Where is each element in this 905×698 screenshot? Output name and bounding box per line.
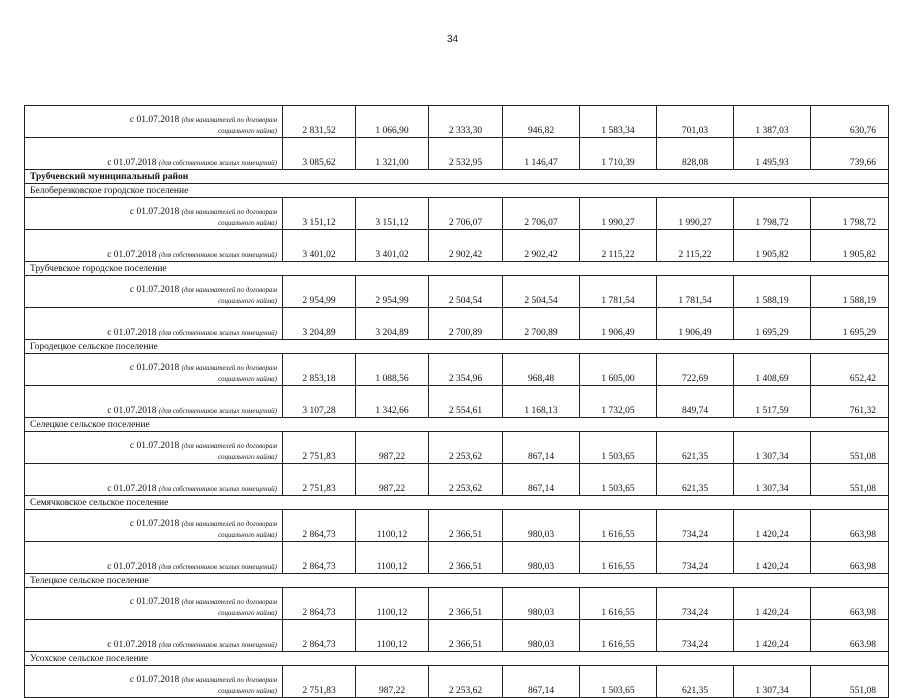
effective-date: с 01.07.2018 <box>107 250 157 260</box>
tariff-value: 2 366,51 <box>429 542 503 574</box>
tariff-value: 987,22 <box>356 666 429 698</box>
tariff-value: 663,98 <box>811 588 889 620</box>
tariff-value: 1 588,19 <box>734 276 811 308</box>
tariff-value: 1 495,93 <box>734 138 811 170</box>
tariff-value: 652,42 <box>811 354 889 386</box>
tariff-value: 1 990,27 <box>657 198 734 230</box>
tariff-value: 1 503,65 <box>580 666 657 698</box>
tariff-value: 2 504,54 <box>503 276 580 308</box>
tariff-value: 663,98 <box>811 542 889 574</box>
tariff-value: 1 321,00 <box>356 138 429 170</box>
effective-date: с 01.07.2018 <box>107 328 157 338</box>
row-label <box>25 354 283 386</box>
effective-date: с 01.07.2018 <box>129 675 180 685</box>
row-note-line1: (для нанимателей по договорам <box>181 676 277 684</box>
row-note: (для собственников жилых помещений) <box>158 159 277 167</box>
tariff-value: 3 204,89 <box>356 308 429 340</box>
tariff-value: 3 107,28 <box>283 386 356 418</box>
effective-date: с 01.07.2018 <box>107 484 157 494</box>
tariff-value: 1 605,00 <box>580 354 657 386</box>
tariff-value: 980,03 <box>503 510 580 542</box>
tariff-value: 946,82 <box>503 106 580 138</box>
tariff-value: 663,98 <box>811 510 889 542</box>
tariff-value: 980,03 <box>503 588 580 620</box>
tenant-tariff-row <box>25 510 889 542</box>
tariff-value: 867,14 <box>503 666 580 698</box>
row-note-line1: (для нанимателей по договорам <box>181 520 277 528</box>
tariff-value: 2 853,18 <box>283 354 356 386</box>
tariff-value: 1 088,56 <box>356 354 429 386</box>
tariff-value: 1 588,19 <box>811 276 889 308</box>
row-note-line2: социального найма) <box>218 127 277 135</box>
tariff-value: 621,35 <box>657 666 734 698</box>
tariff-value: 2 864,73 <box>283 588 356 620</box>
tariff-value: 1 517,59 <box>734 386 811 418</box>
tariff-value: 1 905,82 <box>811 230 889 262</box>
tariff-value: 1 616,55 <box>580 510 657 542</box>
tenant-tariff-row <box>25 198 889 230</box>
row-label <box>25 432 283 464</box>
effective-date: с 01.07.2018 <box>107 158 157 168</box>
tariff-value: 551,08 <box>811 666 889 698</box>
tariff-value: 3 151,12 <box>356 198 429 230</box>
tariff-value: 2 864,73 <box>283 510 356 542</box>
tariff-value: 1100,12 <box>356 588 429 620</box>
tariff-value: 551,08 <box>811 432 889 464</box>
tariff-value: 1 616,55 <box>580 588 657 620</box>
tariff-value: 663.98 <box>811 620 889 652</box>
row-note: (для собственников жилых помещений) <box>158 641 277 649</box>
effective-date: с 01.07.2018 <box>129 363 180 373</box>
row-note-line1: (для нанимателей по договорам <box>181 442 277 450</box>
tariff-value: 2 954,99 <box>283 276 356 308</box>
tariff-value: 734,24 <box>657 510 734 542</box>
row-note-line1: (для нанимателей по договорам <box>181 116 277 124</box>
tariff-value: 1 420,24 <box>734 620 811 652</box>
tariff-value: 2 751,83 <box>283 464 356 496</box>
row-label <box>25 620 283 652</box>
owner-tariff-row <box>25 308 889 340</box>
section-row <box>25 262 889 276</box>
row-label <box>25 138 283 170</box>
tariff-table-body <box>25 106 889 698</box>
tariff-value: 1 906,49 <box>580 308 657 340</box>
tariff-value: 987,22 <box>356 464 429 496</box>
tariff-value: 2 864,73 <box>283 620 356 652</box>
section-row <box>25 496 889 510</box>
tariff-value: 849,74 <box>657 386 734 418</box>
tariff-value: 2 554,61 <box>429 386 503 418</box>
tariff-value: 722,69 <box>657 354 734 386</box>
tariff-value: 980,03 <box>503 620 580 652</box>
owner-tariff-row <box>25 620 889 652</box>
section-row <box>25 574 889 588</box>
row-note: (для собственников жилых помещений) <box>158 563 277 571</box>
tariff-value: 761,32 <box>811 386 889 418</box>
tariff-value: 2 954,99 <box>356 276 429 308</box>
effective-date: с 01.07.2018 <box>129 519 180 529</box>
row-note: (для собственников жилых помещений) <box>158 407 277 415</box>
section-row <box>25 170 889 184</box>
tariff-value: 734,24 <box>657 542 734 574</box>
effective-date: с 01.07.2018 <box>129 597 180 607</box>
row-note: (для собственников жилых помещений) <box>158 329 277 337</box>
tariff-value: 2 115,22 <box>657 230 734 262</box>
row-note: (для собственников жилых помещений) <box>158 485 277 493</box>
row-label <box>25 464 283 496</box>
tariff-value: 2 366,51 <box>429 510 503 542</box>
row-note-line2: социального найма) <box>218 609 277 617</box>
row-label <box>25 666 283 698</box>
tariff-value: 3 085,62 <box>283 138 356 170</box>
row-note-line2: социального найма) <box>218 453 277 461</box>
effective-date: с 01.07.2018 <box>129 207 180 217</box>
tenant-tariff-row <box>25 432 889 464</box>
tariff-value: 621,35 <box>657 464 734 496</box>
tariff-value: 1 616,55 <box>580 542 657 574</box>
tariff-value: 2 354,96 <box>429 354 503 386</box>
row-label <box>25 510 283 542</box>
tariff-value: 968,48 <box>503 354 580 386</box>
tariff-value: 867,14 <box>503 464 580 496</box>
owner-tariff-row <box>25 542 889 574</box>
tariff-value: 2 831,52 <box>283 106 356 138</box>
tariff-value: 987,22 <box>356 432 429 464</box>
row-label <box>25 198 283 230</box>
tariff-value: 867,14 <box>503 432 580 464</box>
row-label <box>25 308 283 340</box>
tariff-value: 3 204,89 <box>283 308 356 340</box>
tariff-value: 2 706,07 <box>429 198 503 230</box>
owner-tariff-row <box>25 138 889 170</box>
row-label <box>25 276 283 308</box>
tariff-value: 2 253,62 <box>429 666 503 698</box>
tariff-value: 2 902,42 <box>503 230 580 262</box>
row-label <box>25 386 283 418</box>
tariff-value: 1 732,05 <box>580 386 657 418</box>
tariff-value: 2 366,51 <box>429 588 503 620</box>
tariff-value: 1 420,24 <box>734 510 811 542</box>
row-label <box>25 588 283 620</box>
tariff-value: 2 532,95 <box>429 138 503 170</box>
tariff-value: 701,03 <box>657 106 734 138</box>
row-label <box>25 106 283 138</box>
tariff-value: 1 307,34 <box>734 464 811 496</box>
tariff-value: 739,66 <box>811 138 889 170</box>
tariff-value: 630,76 <box>811 106 889 138</box>
tariff-value: 2 751,83 <box>283 666 356 698</box>
tenant-tariff-row <box>25 666 889 698</box>
tariff-value: 3 151,12 <box>283 198 356 230</box>
settlement-heading: Городецкое сельское поселение <box>25 340 889 354</box>
tariff-value: 2 253,62 <box>429 432 503 464</box>
tariff-value: 1 781,54 <box>580 276 657 308</box>
tariff-value: 1 695,29 <box>811 308 889 340</box>
tariff-value: 1 710,39 <box>580 138 657 170</box>
tenant-tariff-row <box>25 106 889 138</box>
row-note-line1: (для нанимателей по договорам <box>181 286 277 294</box>
effective-date: с 01.07.2018 <box>107 640 157 650</box>
tariff-value: 1 781,54 <box>657 276 734 308</box>
row-note-line1: (для нанимателей по договорам <box>181 208 277 216</box>
tariff-value: 2 253,62 <box>429 464 503 496</box>
settlement-heading: Семячковское сельское поселение <box>25 496 889 510</box>
tariff-value: 2 706,07 <box>503 198 580 230</box>
tariff-value: 1 990,27 <box>580 198 657 230</box>
tariff-value: 2 700,89 <box>429 308 503 340</box>
tariff-value: 2 115,22 <box>580 230 657 262</box>
tariff-value: 2 700,89 <box>503 308 580 340</box>
tariff-value: 1 168,13 <box>503 386 580 418</box>
settlement-heading: Трубчевское городское поселение <box>25 262 889 276</box>
section-row <box>25 340 889 354</box>
section-row <box>25 652 889 666</box>
tariff-value: 1 387,03 <box>734 106 811 138</box>
tariff-value: 1100,12 <box>356 620 429 652</box>
row-note-line2: социального найма) <box>218 375 277 383</box>
tariff-value: 1 503,65 <box>580 464 657 496</box>
settlement-heading: Телецкое сельское поселение <box>25 574 889 588</box>
owner-tariff-row <box>25 464 889 496</box>
tariff-table <box>24 105 889 698</box>
tariff-value: 1 905,82 <box>734 230 811 262</box>
tariff-value: 828,08 <box>657 138 734 170</box>
row-label <box>25 542 283 574</box>
tariff-value: 1 066,90 <box>356 106 429 138</box>
tariff-value: 1 798,72 <box>734 198 811 230</box>
tariff-value: 2 504,54 <box>429 276 503 308</box>
tariff-value: 1 583,34 <box>580 106 657 138</box>
tariff-value: 1 616,55 <box>580 620 657 652</box>
tariff-value: 1 420,24 <box>734 588 811 620</box>
section-row <box>25 418 889 432</box>
owner-tariff-row <box>25 386 889 418</box>
effective-date: с 01.07.2018 <box>107 406 157 416</box>
tariff-value: 3 401,02 <box>356 230 429 262</box>
tariff-value: 551,08 <box>811 464 889 496</box>
row-note-line1: (для нанимателей по договорам <box>181 364 277 372</box>
tariff-value: 1 420,24 <box>734 542 811 574</box>
tariff-value: 2 751,83 <box>283 432 356 464</box>
tariff-value: 1 695,29 <box>734 308 811 340</box>
effective-date: с 01.07.2018 <box>129 285 180 295</box>
tariff-value: 2 864,73 <box>283 542 356 574</box>
tariff-value: 1100,12 <box>356 542 429 574</box>
district-heading: Трубчевский муниципальный район <box>25 170 889 184</box>
effective-date: с 01.07.2018 <box>107 562 157 572</box>
tariff-value: 1 342,66 <box>356 386 429 418</box>
tariff-value: 1 798,72 <box>811 198 889 230</box>
row-note-line2: социального найма) <box>218 531 277 539</box>
settlement-heading: Белоберезковское городское поселение <box>25 184 889 198</box>
tariff-value: 1 906,49 <box>657 308 734 340</box>
tariff-value: 2 366,51 <box>429 620 503 652</box>
tariff-value: 2 902,42 <box>429 230 503 262</box>
tariff-value: 2 333,30 <box>429 106 503 138</box>
tenant-tariff-row <box>25 276 889 308</box>
row-label <box>25 230 283 262</box>
row-note-line2: социального найма) <box>218 687 277 695</box>
owner-tariff-row <box>25 230 889 262</box>
tariff-value: 734,24 <box>657 588 734 620</box>
effective-date: с 01.07.2018 <box>129 441 180 451</box>
tenant-tariff-row <box>25 354 889 386</box>
tariff-value: 734,24 <box>657 620 734 652</box>
tariff-value: 1100,12 <box>356 510 429 542</box>
tariff-value: 1 146,47 <box>503 138 580 170</box>
tariff-value: 621,35 <box>657 432 734 464</box>
effective-date: с 01.07.2018 <box>129 115 180 125</box>
row-note-line1: (для нанимателей по договорам <box>181 598 277 606</box>
tariff-value: 1 307,34 <box>734 666 811 698</box>
tariff-value: 1 503,65 <box>580 432 657 464</box>
settlement-heading: Селецкое сельское поселение <box>25 418 889 432</box>
section-row <box>25 184 889 198</box>
row-note-line2: социального найма) <box>218 219 277 227</box>
settlement-heading: Усохское сельское поселение <box>25 652 889 666</box>
tariff-value: 1 408,69 <box>734 354 811 386</box>
page-number: 34 <box>446 34 459 45</box>
tenant-tariff-row <box>25 588 889 620</box>
tariff-value: 980,03 <box>503 542 580 574</box>
row-note: (для собственников жилых помещений) <box>158 251 277 259</box>
row-note-line2: социального найма) <box>218 297 277 305</box>
tariff-value: 1 307,34 <box>734 432 811 464</box>
tariff-value: 3 401,02 <box>283 230 356 262</box>
